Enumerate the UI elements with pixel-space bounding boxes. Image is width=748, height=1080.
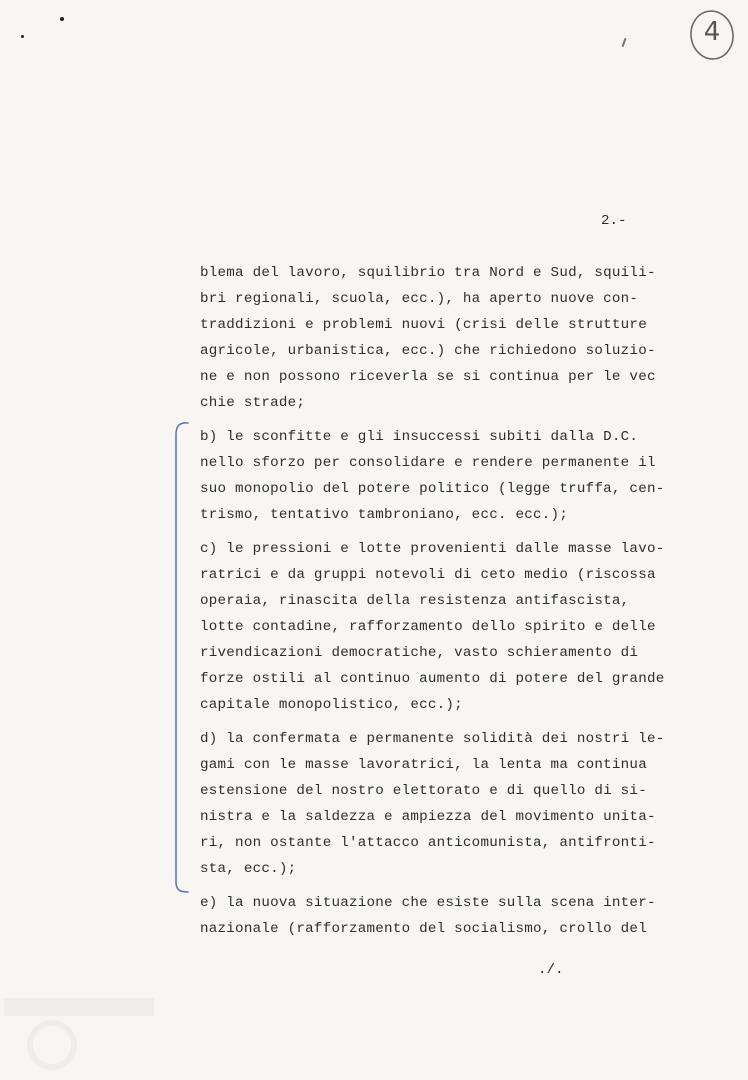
- text-line: d) la confermata e permanente solidità dei nostri le-: [200, 731, 665, 747]
- text-line: b) le sconfitte e gli insuccessi subiti dalla D.C.: [200, 429, 639, 445]
- text-line: estensione del nostro elettorato e di quello di si-: [200, 783, 647, 799]
- text-line: lotte contadine, rafforzamento dello spirito e delle: [200, 619, 656, 635]
- text-line: bri regionali, scuola, ecc.), ha aperto nuove con-: [200, 291, 639, 307]
- archive-watermark-icon: [0, 990, 190, 1080]
- text-line: gami con le masse lavoratrici, la lenta ma continua: [200, 757, 647, 773]
- text-line: agricole, urbanistica, ecc.) che richiedono soluzio-: [200, 343, 656, 359]
- continuation-mark: ./.: [538, 962, 564, 978]
- pen-tick-mark: [622, 38, 627, 47]
- text-line: forze ostili al continuo aumento di potere del grande: [200, 671, 665, 687]
- circled-number: 4: [703, 17, 721, 47]
- text-line: nello sforzo per consolidare e rendere permanente il: [200, 455, 656, 471]
- text-line: blema del lavoro, squilibrio tra Nord e Sud, squili-: [200, 265, 656, 281]
- text-line: rivendicazioni democratiche, vasto schieramento di: [200, 645, 639, 661]
- margin-bracket-icon: [168, 420, 192, 895]
- circled-page-number: [688, 8, 736, 62]
- text-line: ratrici e da gruppi notevoli di ceto medio (riscossa: [200, 567, 656, 583]
- text-line: trismo, tentativo tambroniano, ecc. ecc.);: [200, 507, 569, 523]
- text-line: nazionale (rafforzamento del socialismo, crollo del: [200, 921, 647, 937]
- text-line: e) la nuova situazione che esiste sulla scena inter-: [200, 895, 656, 911]
- text-line: capitale monopolistico, ecc.);: [200, 697, 463, 713]
- text-line: c) le pressioni e lotte provenienti dalle masse lavo-: [200, 541, 665, 557]
- text-line: chie strade;: [200, 395, 306, 411]
- text-line: operaia, rinascita della resistenza antifascista,: [200, 593, 630, 609]
- ink-dot: [21, 35, 24, 38]
- text-line: traddizioni e problemi nuovi (crisi delle strutture: [200, 317, 647, 333]
- text-line: ri, non ostante l'attacco anticomunista, antifronti-: [200, 835, 656, 851]
- text-line: suo monopolio del potere politico (legge truffa, cen-: [200, 481, 665, 497]
- text-line: nistra e la saldezza e ampiezza del movimento unita-: [200, 809, 656, 825]
- page-number: 2.-: [601, 213, 627, 229]
- text-line: sta, ecc.);: [200, 861, 297, 877]
- ink-dot: [60, 17, 64, 21]
- text-line: ne e non possono riceverla se si continua per le vec: [200, 369, 656, 385]
